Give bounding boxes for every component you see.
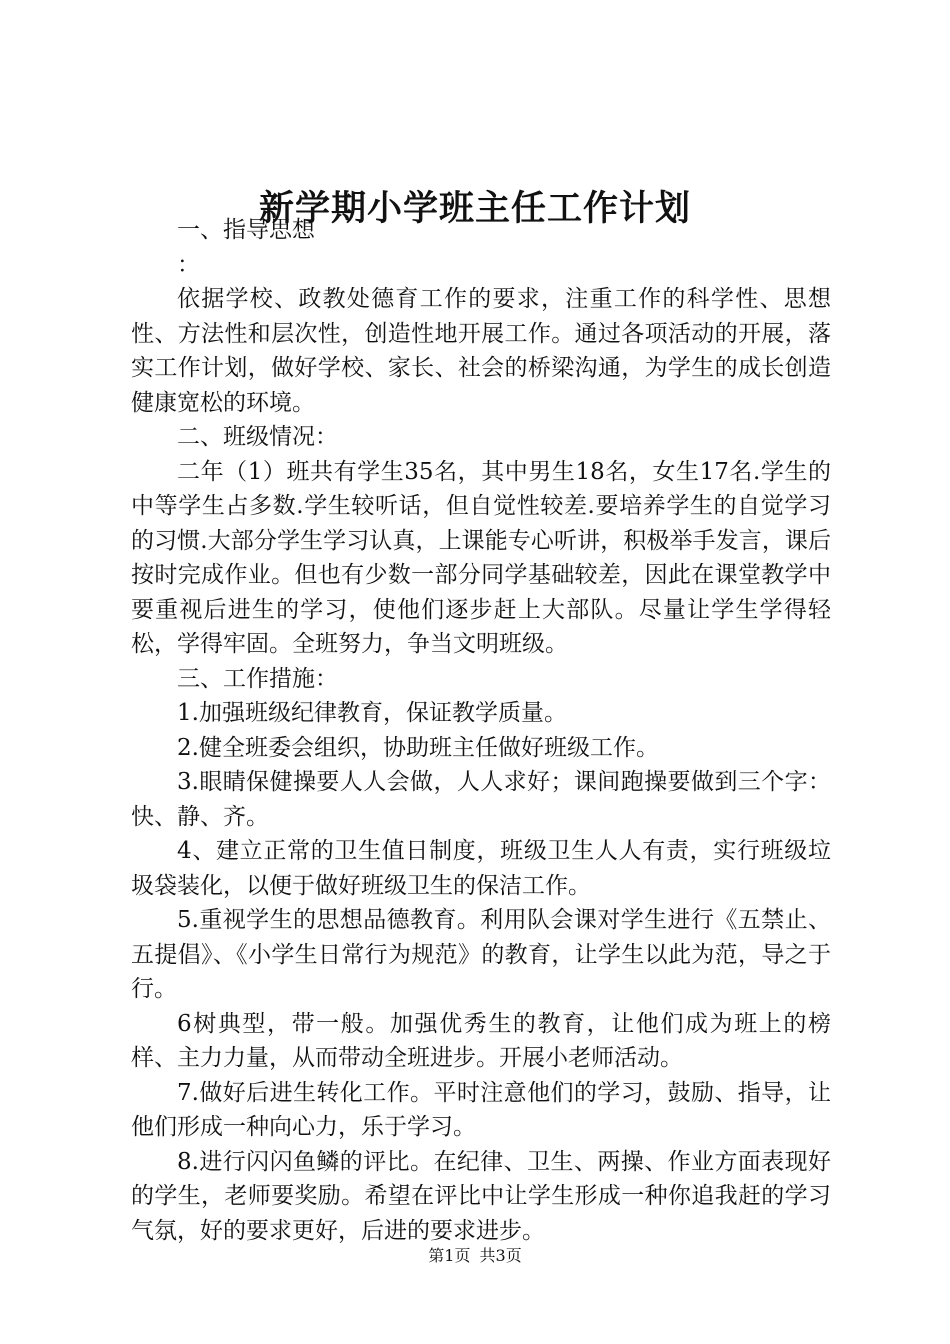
page-footer <box>0 1244 950 1268</box>
paragraph-colon: ： <box>177 251 200 278</box>
section-heading-measures: 三、工作措施： <box>177 665 338 692</box>
paragraph-guiding-thought: 依据学校、政教处德育工作的要求，注重工作的科学性、思想性、方法性和层次性，创造性地开展工作。通过各项活动的开展，落实工作计划，做好学校、家长、社会的桥梁沟通，为学生的成长创造健康宽松的环境。 <box>131 286 831 416</box>
measure-item-2: 2.健全班委会组织，协助班主任做好班级工作。 <box>177 734 659 761</box>
measure-item-1: 1.加强班级纪律教育，保证教学质量。 <box>177 700 567 726</box>
page-title: 新学期小学班主任工作计划 <box>258 188 691 229</box>
measure-item-4: 4、建立正常的卫生值日制度，班级卫生人人有责，实行班级垃圾袋装化，以便于做好班级卫生的保洁工作。 <box>131 838 831 899</box>
measure-item-3: 3.眼睛保健操要人人会做，人人求好；课间跑操要做到三个字：快、静、齐。 <box>131 769 831 830</box>
document-body <box>131 213 831 1248</box>
page-number-total: 共3页 <box>479 1246 522 1265</box>
paragraph-class-situation: 二年（1）班共有学生35名，其中男生18名，女生17名.学生的中等学生占多数.学生较听话，但自觉性较差.要培养学生的自觉学习的习惯.大部分学生学习认真，上课能专心听讲，积极举手发言，课后按时完成作业。但也有少数一部分同学基础较差，因此在课堂教学中要重视后进生的学习，使他们逐步赶上大部队。尽量让学生学得轻松，学得牢固。全班努力，争当文明班级。 <box>131 458 831 657</box>
section-heading-guiding-thought: 一、指导思想 <box>177 217 315 243</box>
measure-item-5: 5.重视学生的思想品德教育。利用队会课对学生进行《五禁止、五提倡》、《小学生日常行为规范》的教育，让学生以此为范，导之于行。 <box>131 907 831 1002</box>
measure-item-8: 8.进行闪闪鱼鳞的评比。在纪律、卫生、两操、作业方面表现好的学生，老师要奖励。希望在评比中让学生形成一种你追我赶的学习气氛，好的要求更好，后进的要求进步。 <box>131 1148 831 1244</box>
page-number-current: 第1页 <box>428 1246 471 1265</box>
measure-item-7: 7.做好后进生转化工作。平时注意他们的学习，鼓励、指导，让他们形成一种向心力，乐于学习。 <box>131 1079 831 1140</box>
section-heading-class-situation: 二、班级情况： <box>177 424 338 450</box>
measure-item-6: 6树典型，带一般。加强优秀生的教育，让他们成为班上的榜样、主力力量，从而带动全班进步。开展小老师活动。 <box>131 1010 831 1071</box>
